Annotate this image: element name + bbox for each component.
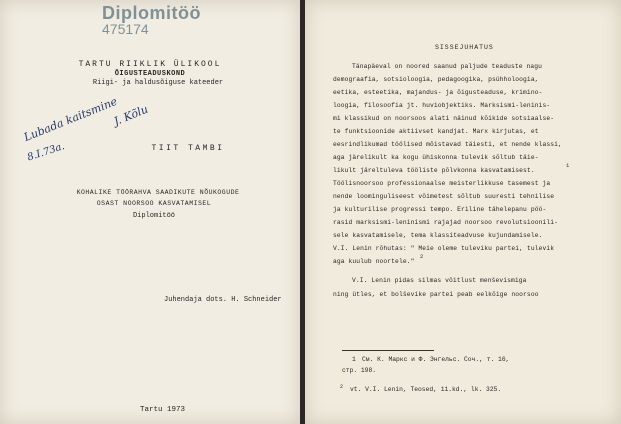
body-line: mi klassikud on noorsoos alati näinud kõikide sotsiaalse-: [333, 115, 555, 122]
author-name: TIIT TAMBI: [151, 144, 225, 153]
body-line: likult järeltuleva tööliste põlvkonna kasvatamisest.: [333, 167, 535, 174]
footnote-1-continuation: стр. 198.: [342, 367, 377, 374]
place-year: Tartu 1973: [140, 406, 186, 414]
footnote-1-text: См. К. Маркс и Ф. Энгельс. Соч., т. 16,: [362, 356, 510, 363]
body-line: demograafia, sotsioloogia, pedagoogika, psühholoogia,: [333, 76, 539, 83]
chair-name: Riigi- ja haldusõiguse kateeder: [92, 79, 224, 87]
body-line: ja kulturilise progressi tempo. Eriline tähelepanu pöö-: [333, 206, 547, 213]
university-name: TARTU RIIKLIK ÜLIKOOL: [78, 60, 222, 69]
work-type: Diplomitöö: [132, 212, 175, 220]
body-line: aga järelikult ka kogu ühiskonna tulevik sõltub täie-: [333, 154, 539, 161]
footnote-2-mark: 2: [340, 384, 344, 390]
faculty-name: ÕIGUSTEADUSKOND: [114, 70, 186, 78]
body-line: eetika, esteetika, majandus- ja õigusteaduse, krimino-: [333, 89, 543, 96]
body-line: aga kuulub noortele.": [333, 258, 415, 265]
body-line: sele kasvatamisele, tema klassiteadvuse kujundamisele.: [333, 232, 543, 239]
handwritten-approval: Lubada kaitsmine: [22, 94, 120, 145]
thesis-title-line-1: KOHALIKE TÖÖRAHVA SAADIKUTE NÕUKOGUDE: [76, 189, 240, 196]
footnote-mark: 1: [566, 162, 570, 169]
body-line: nende loominguliseest võimetest sõltub suuresti tehnilise: [333, 193, 555, 200]
supervisor: Juhendaja dots. H. Schneider: [164, 296, 282, 304]
body-line: Tänapäeval on noored saanud paljude teaduste nagu: [352, 63, 543, 70]
body-line: eesrindlikumad töölised mõistavad täiesti, et nende klassi,: [333, 141, 562, 148]
body-line: te funktsioonide aktiivset kandjat. Marx kirjutas, et: [333, 128, 539, 135]
section-heading: SISSEJUHATUS: [435, 44, 494, 51]
footnote-mark: 2: [420, 253, 424, 260]
footnote-divider: [342, 350, 434, 351]
handwritten-signature: J. Kõlu: [112, 102, 150, 129]
footnote-1-mark: 1: [352, 356, 356, 363]
handwritten-date: 8.I.73a.: [26, 141, 67, 164]
body-line: V.I. Lenin rõhutas: " Meie oleme tuleviku partei, tulevik: [333, 245, 555, 252]
title-page: [0, 0, 300, 424]
body-line: ning ütles, et bolševike partei peab eelkõige noorsoo: [333, 291, 539, 298]
library-stamp-title: Diplomitöö: [102, 3, 201, 23]
library-stamp-number: 475174: [102, 21, 149, 37]
body-line: rasid marksismi-leninismi rajajad noorsoo revolutsioonili-: [333, 219, 558, 226]
thesis-title-line-2: OSAST NOORSOO KASVATAMISEL: [96, 200, 212, 207]
body-line: V.I. Lenin pidas silmas võitlust menševismiga: [352, 277, 527, 284]
footnote-2-text: vt. V.I. Lenin, Teosed, 11.kd., lk. 325.: [350, 386, 502, 393]
body-line: Töölisnoorsoo professionaalse meisterlikkuse tasemest ja: [333, 180, 551, 187]
body-line: loogia, filosoofia jt. huviobjektiks. Marksismi-leninis-: [333, 102, 551, 109]
